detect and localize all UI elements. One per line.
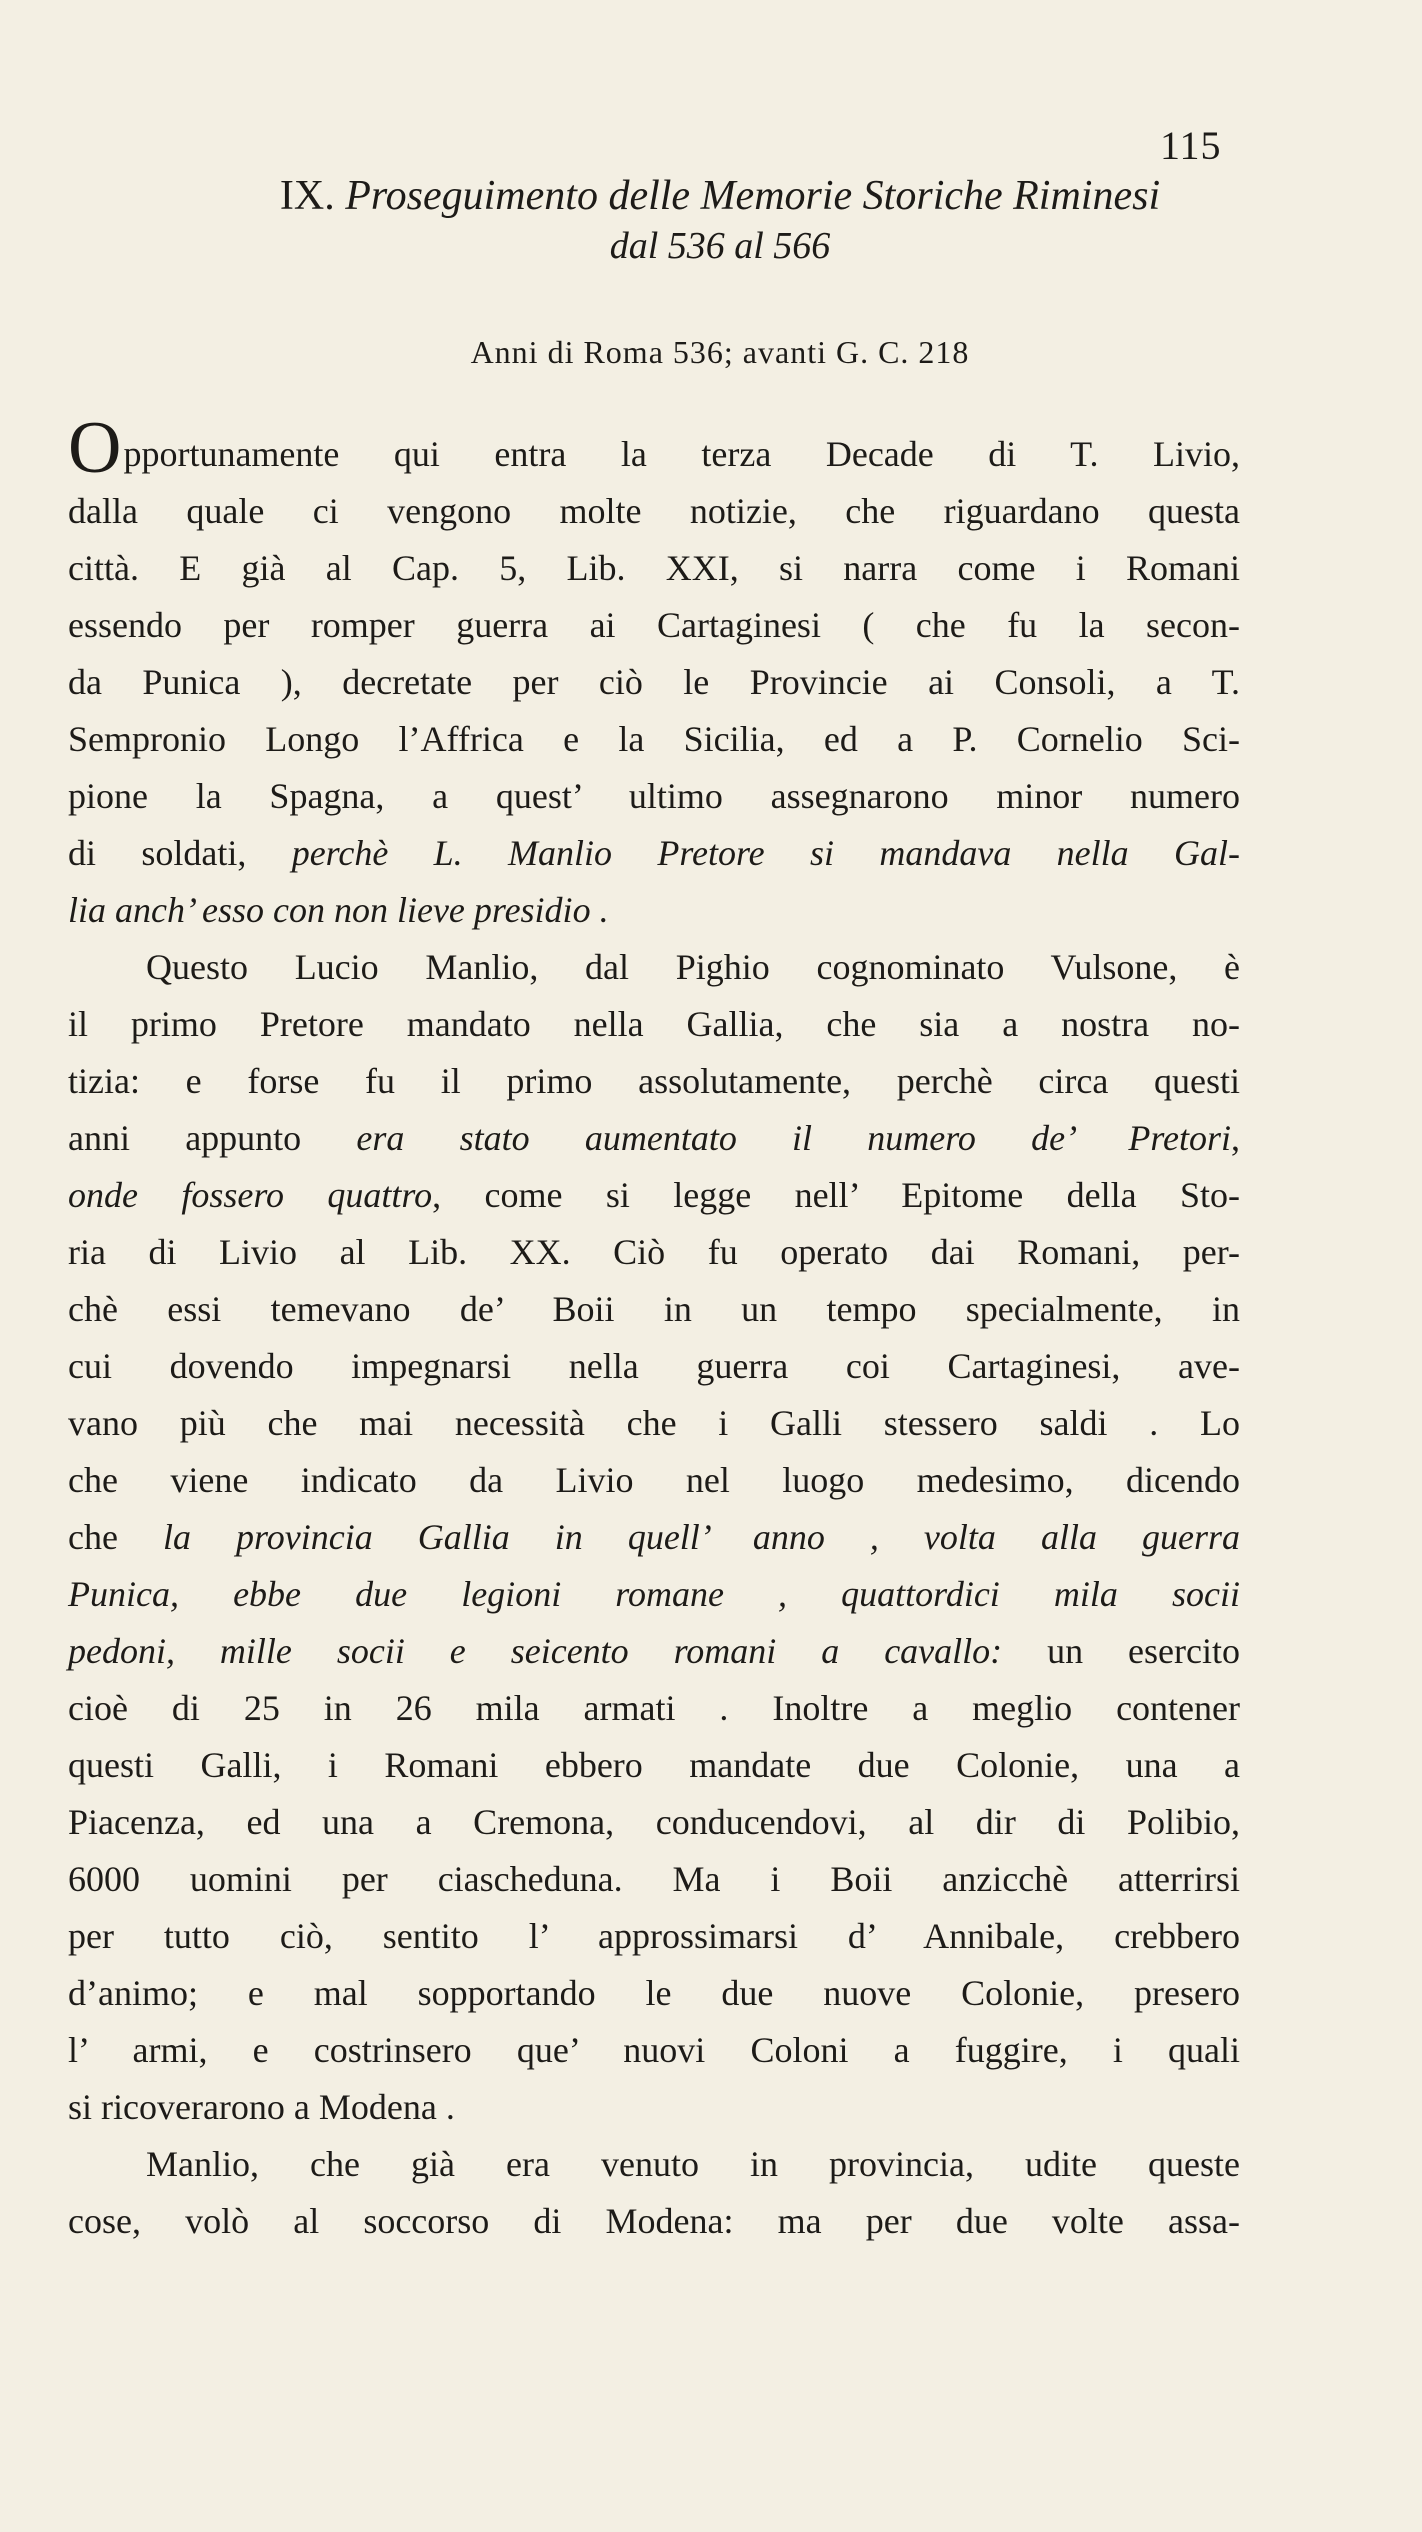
- italic-text: Punica, ebbe due legioni romane , quattordici mila socii: [68, 1574, 1240, 1614]
- text-line: Piacenza, ed una a Cremona, conducendovi, al dir di Polibio,: [68, 1802, 1240, 1842]
- text-line: dalla quale ci vengono molte notizie, che riguardano questa: [68, 491, 1240, 531]
- text-line: che viene indicato da Livio nel luogo medesimo, dicendo: [68, 1460, 1240, 1500]
- text-line: cui dovendo impegnarsi nella guerra coi Cartaginesi, ave-: [68, 1346, 1240, 1386]
- text-line: d’animo; e mal sopportando le due nuove Colonie, presero: [68, 1973, 1240, 2013]
- page-number: 115: [1160, 123, 1222, 168]
- line-text: di soldati,: [68, 833, 247, 873]
- text-line: Questo Lucio Manlio, dal Pighio cognominato Vulsone, è: [146, 947, 1240, 987]
- text-line: [68, 882, 1240, 939]
- text-line: [68, 1566, 1240, 1623]
- text-line: ria di Livio al Lib. XX. Ciò fu operato dai Romani, per-: [68, 1232, 1240, 1272]
- text-line: [68, 1509, 1240, 1566]
- chapter-number: IX.: [279, 173, 335, 219]
- italic-text: lia anch’ esso con non lieve presidio .: [68, 890, 609, 930]
- chapter-title: [170, 168, 1270, 224]
- text-line: [68, 1167, 1240, 1224]
- text-line: cioè di 25 in 26 mila armati . Inoltre a meglio contener: [68, 1688, 1240, 1728]
- text-line: pione la Spagna, a quest’ ultimo assegnarono minor numero: [68, 776, 1240, 816]
- text-line: [68, 1110, 1240, 1167]
- text-line: Sempronio Longo l’Affrica e la Sicilia, ed a P. Cornelio Sci-: [68, 719, 1240, 759]
- text-line: vano più che mai necessità che i Galli stessero saldi . Lo: [68, 1403, 1240, 1443]
- text-line: da Punica ), decretate per ciò le Provincie ai Consoli, a T.: [68, 662, 1240, 702]
- italic-text: era stato aumentato il numero de’ Pretori: [356, 1118, 1231, 1158]
- paragraph-2: [68, 939, 1240, 2136]
- text-line: chè essi temevano de’ Boii in un tempo specialmente, in: [68, 1289, 1240, 1329]
- text-line: tizia: e forse fu il primo assolutamente, perchè circa questi: [68, 1061, 1240, 1101]
- italic-text: perchè L. Manlio Pretore si mandava nella Gal-: [291, 833, 1241, 873]
- italic-text: onde fossero quattro: [68, 1175, 433, 1215]
- body-text: [68, 407, 1241, 2250]
- chapter-title-text: Proseguimento delle Memorie Storiche Riminesi: [345, 173, 1161, 219]
- line-text: che: [68, 1517, 118, 1557]
- text-line: città. E già al Cap. 5, Lib. XXI, si narra come i Romani: [68, 548, 1240, 588]
- line-text: pportunamente qui entra la terza Decade di T. Livio,: [123, 434, 1240, 474]
- italic-text: la provincia Gallia in quell’ anno , volta alla guerra: [163, 1517, 1241, 1557]
- text-line: per tutto ciò, sentito l’ approssimarsi d’ Annibale, crebbero: [68, 1916, 1240, 1956]
- text-line: 6000 uomini per ciascheduna. Ma i Boii anzicchè atterrirsi: [68, 1859, 1240, 1899]
- dateline: Anni di Roma 536; avanti G. C. 218: [470, 334, 970, 370]
- italic-text: pedoni, mille socii e seicento romani a cavallo:: [68, 1631, 1003, 1671]
- line-text: un esercito: [1047, 1631, 1240, 1671]
- paragraph-3: [68, 2136, 1240, 2250]
- text-line: l’ armi, e costrinsero que’ nuovi Coloni a fuggire, i quali: [68, 2030, 1240, 2070]
- text-line: questi Galli, i Romani ebbero mandate due Colonie, una a: [68, 1745, 1240, 1785]
- paragraph-1: [68, 407, 1241, 939]
- text-line: [68, 1623, 1240, 1680]
- text-line: si ricoverarono a Modena .: [68, 2087, 455, 2127]
- text-line: cose, volò al soccorso di Modena: ma per due volte assa-: [68, 2201, 1240, 2241]
- text-line: [68, 407, 1240, 489]
- text-line: il primo Pretore mandato nella Gallia, che sia a nostra no-: [68, 1004, 1240, 1044]
- text-line: [68, 825, 1240, 882]
- chapter-subtitle: dal 536 al 566: [609, 225, 831, 267]
- line-text: anni appunto: [68, 1118, 302, 1158]
- text-line: Manlio, che già era venuto in provincia, udite queste: [146, 2144, 1240, 2184]
- line-text: ,: [1231, 1118, 1240, 1158]
- drop-cap: O: [68, 407, 122, 489]
- text-line: essendo per romper guerra ai Cartaginesi ( che fu la secon-: [68, 605, 1240, 645]
- line-text: , come si legge nell’ Epitome della Sto-: [432, 1175, 1240, 1215]
